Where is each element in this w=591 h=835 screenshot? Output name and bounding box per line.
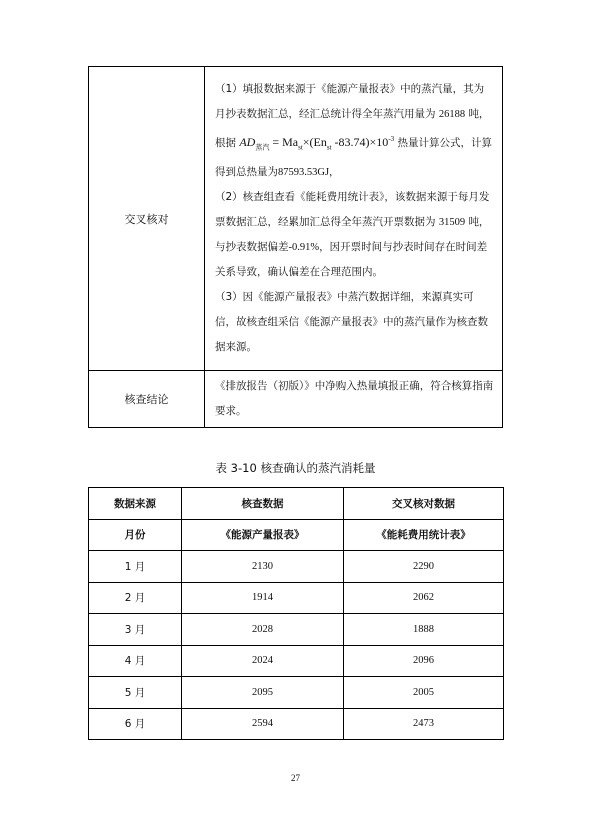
cross-value-cell: 1888	[344, 614, 504, 646]
table-row	[89, 708, 504, 740]
header-energy-cost-report: 《能耗费用统计表》	[344, 519, 504, 551]
check-value-cell: 2024	[182, 645, 344, 677]
formula-ad-sub: 蒸汽	[255, 143, 270, 152]
cross-value-cell: 2062	[344, 582, 504, 614]
table-row	[89, 614, 504, 646]
formula-en-sub: st	[326, 143, 332, 152]
p1-text-d: ，	[329, 166, 340, 179]
month-cell: 6 月	[89, 708, 182, 740]
month-cell: 4 月	[89, 645, 182, 677]
p2-invoice-value: 31509	[438, 217, 466, 229]
steam-consumption-table	[88, 487, 504, 740]
p2-text-a: （2）核查组查看《能耗费用统计表》，该数据来源于每月发票数据汇总，经累加汇总得全年蒸汽开票数据为	[215, 191, 490, 229]
cross-check-paragraph-2	[215, 185, 494, 285]
formula-mid: ×(En	[302, 134, 327, 149]
conclusion-text: 《排放报告（初版）》中净购入热量填报正确，符合核算指南要求。	[205, 371, 503, 428]
formula-eq: = Ma	[272, 134, 299, 149]
cross-value-cell: 2473	[344, 708, 504, 740]
heat-formula	[239, 134, 395, 152]
cross-value-cell: 2005	[344, 677, 504, 709]
page-number: 27	[291, 773, 300, 783]
table-caption: 表 3-10 核查确认的蒸汽消耗量	[215, 461, 376, 475]
month-cell: 3 月	[89, 614, 182, 646]
conclusion-label: 核查结论	[89, 371, 205, 428]
cross-value-cell: 2096	[344, 645, 504, 677]
p1-annual-steam-value: 26188	[438, 108, 466, 120]
cross-check-paragraph-1	[215, 77, 494, 185]
check-value-cell: 2095	[182, 677, 344, 709]
table-header-row-1	[89, 488, 504, 520]
conclusion-row	[89, 371, 503, 428]
table-header-row-2	[89, 519, 504, 551]
header-cross-check-data: 交叉核对数据	[344, 488, 504, 520]
cross-check-content	[205, 67, 503, 371]
table-row	[89, 551, 504, 583]
p1-text-a: （1）填报数据来源于《能源产量报表》中的蒸汽量，其为月抄表数据汇总，经汇总统计得全年蒸汽用量为	[215, 82, 485, 120]
month-cell: 1 月	[89, 551, 182, 583]
cross-check-row	[89, 67, 503, 371]
check-value-cell: 2130	[182, 551, 344, 583]
formula-ma-sub: st	[298, 143, 303, 152]
table-row	[89, 645, 504, 677]
table-row	[89, 677, 504, 709]
check-value-cell: 2028	[182, 614, 344, 646]
formula-ad: AD	[239, 134, 256, 149]
p1-total-heat: 87593.53GJ	[278, 167, 330, 179]
verification-table	[88, 66, 503, 428]
p2-text-b: 吨，与抄表数据偏差	[215, 216, 490, 254]
header-check-data: 核查数据	[182, 488, 344, 520]
header-month: 月份	[89, 519, 182, 551]
cross-check-label: 交叉核对	[89, 67, 205, 371]
p2-deviation: -0.91%	[288, 242, 320, 254]
month-cell: 2 月	[89, 582, 182, 614]
header-energy-output-report: 《能源产量报表》	[182, 519, 344, 551]
check-value-cell: 2594	[182, 708, 344, 740]
p1-text-b: 吨，根据	[215, 107, 490, 149]
header-data-source: 数据来源	[89, 488, 182, 520]
table-row	[89, 582, 504, 614]
cross-value-cell: 2290	[344, 551, 504, 583]
cross-check-paragraph-3: （3）因《能源产量报表》中蒸汽数据详细，来源真实可信，故核查组采信《能源产量报表》中的蒸汽量作为核查数据来源。	[215, 291, 488, 354]
month-cell: 5 月	[89, 677, 182, 709]
check-value-cell: 1914	[182, 582, 344, 614]
formula-exp: -3	[388, 134, 395, 143]
p1-text-c: 热量计算公式，计算得到总热量为	[215, 136, 492, 179]
formula-tail: -83.74)×10	[331, 134, 389, 149]
p2-text-c: ，因开票时间与抄表时间存在时间差关系导致，确认偏差在合理范围内。	[215, 241, 488, 279]
